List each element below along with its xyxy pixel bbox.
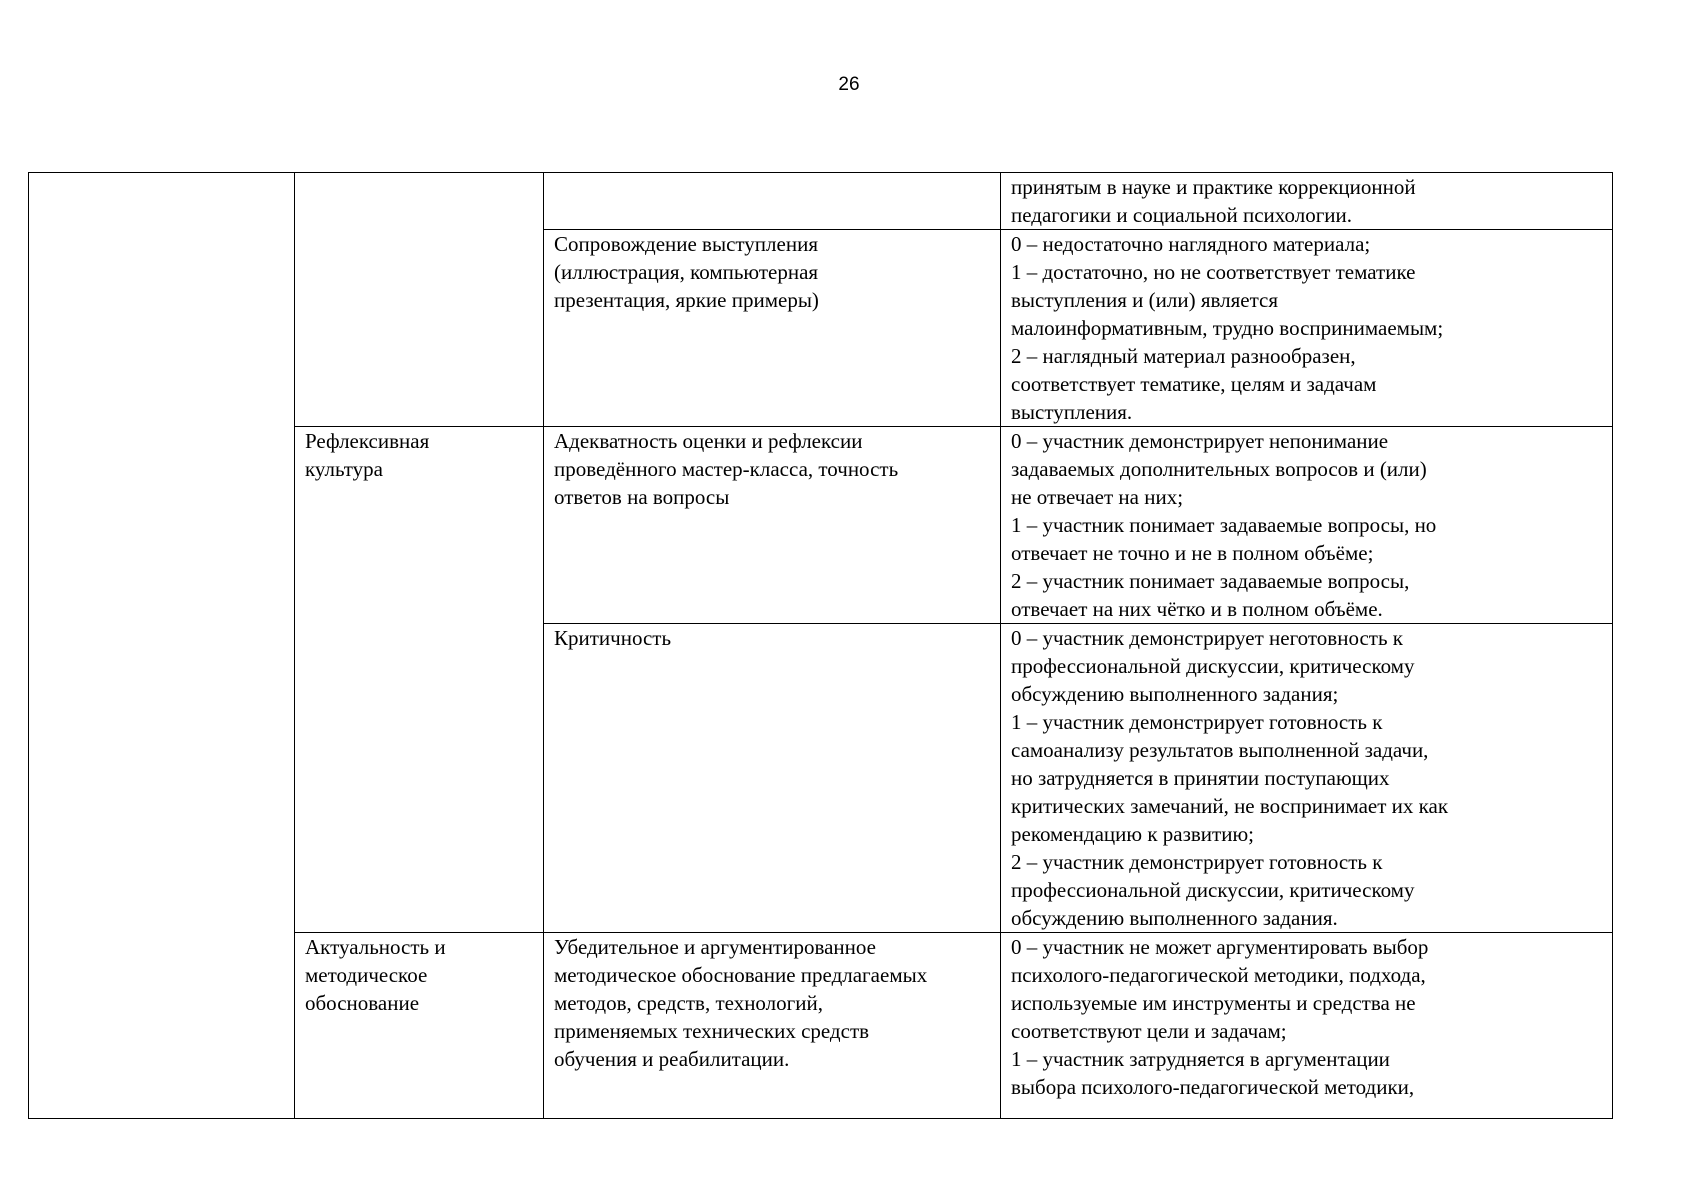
criterion-cell bbox=[544, 427, 1001, 624]
score-line: задаваемых дополнительных вопросов и (или) bbox=[1011, 457, 1427, 481]
aspect-cell bbox=[295, 173, 544, 427]
score-line: 2 – наглядный материал разнообразен, bbox=[1011, 344, 1356, 368]
score-cell bbox=[1001, 624, 1613, 933]
score-line: 0 – участник демонстрирует непонимание bbox=[1011, 429, 1389, 453]
score-cell bbox=[1001, 427, 1613, 624]
score-cell bbox=[1001, 933, 1613, 1119]
score-line: используемые им инструменты и средства не bbox=[1011, 991, 1416, 1015]
criterion-cell bbox=[544, 933, 1001, 1119]
score-line: 1 – участник понимает задаваемые вопросы, но bbox=[1011, 513, 1437, 537]
score-line: педагогики и социальной психологии. bbox=[1011, 203, 1353, 227]
criterion-line: (иллюстрация, компьютерная bbox=[554, 260, 819, 284]
score-line: 0 – участник демонстрирует неготовность к bbox=[1011, 626, 1404, 650]
score-line: 0 – недостаточно наглядного материала; bbox=[1011, 232, 1371, 256]
criterion-line: методическое обоснование предлагаемых bbox=[554, 963, 928, 987]
score-line: не отвечает на них; bbox=[1011, 485, 1184, 509]
score-line: 2 – участник понимает задаваемые вопросы, bbox=[1011, 569, 1410, 593]
aspect-cell bbox=[295, 933, 544, 1119]
criterion-line: Критичность bbox=[554, 626, 672, 650]
criterion-cell bbox=[544, 173, 1001, 230]
score-line: 1 – достаточно, но не соответствует тематике bbox=[1011, 260, 1416, 284]
score-line: отвечает на них чётко и в полном объёме. bbox=[1011, 597, 1383, 621]
score-line: психолого-педагогической методики, подхода, bbox=[1011, 963, 1426, 987]
score-line: 2 – участник демонстрирует готовность к bbox=[1011, 850, 1383, 874]
score-line: критических замечаний, не воспринимает их как bbox=[1011, 794, 1449, 818]
score-cell bbox=[1001, 173, 1613, 230]
page-number: 26 bbox=[838, 74, 860, 95]
criterion-cell bbox=[544, 230, 1001, 427]
criterion-line: презентация, яркие примеры) bbox=[554, 288, 819, 312]
criterion-line: ответов на вопросы bbox=[554, 485, 730, 509]
score-line: 1 – участник демонстрирует готовность к bbox=[1011, 710, 1383, 734]
score-line: обсуждению выполненного задания; bbox=[1011, 682, 1339, 706]
score-line: соответствует тематике, целям и задачам bbox=[1011, 372, 1377, 396]
competency-cell bbox=[29, 173, 295, 1119]
score-line: выступления. bbox=[1011, 400, 1133, 424]
score-line: 0 – участник не может аргументировать выбор bbox=[1011, 935, 1429, 959]
score-line: выступления и (или) является bbox=[1011, 288, 1279, 312]
score-line: соответствуют цели и задачам; bbox=[1011, 1019, 1287, 1043]
score-line: принятым в науке и практике коррекционной bbox=[1011, 175, 1416, 199]
aspect-line: Рефлексивная bbox=[305, 429, 430, 453]
score-line: отвечает не точно и не в полном объёме; bbox=[1011, 541, 1374, 565]
score-line: профессиональной дискуссии, критическому bbox=[1011, 654, 1415, 678]
score-line: малоинформативным, трудно воспринимаемым; bbox=[1011, 316, 1444, 340]
score-line: выбора психолого-педагогической методики, bbox=[1011, 1075, 1415, 1099]
aspect-line: Актуальность и bbox=[305, 935, 446, 959]
criterion-line: обучения и реабилитации. bbox=[554, 1047, 790, 1071]
score-line: обсуждению выполненного задания. bbox=[1011, 906, 1338, 930]
criterion-line: Убедительное и аргументированное bbox=[554, 935, 876, 959]
score-cell bbox=[1001, 230, 1613, 427]
table-row bbox=[29, 173, 1613, 230]
score-line: 1 – участник затрудняется в аргументации bbox=[1011, 1047, 1390, 1071]
score-line: рекомендацию к развитию; bbox=[1011, 822, 1254, 846]
aspect-line: культура bbox=[305, 457, 383, 481]
score-line: профессиональной дискуссии, критическому bbox=[1011, 878, 1415, 902]
criteria-table bbox=[28, 172, 1613, 1119]
criterion-line: Сопровождение выступления bbox=[554, 232, 818, 256]
aspect-line: методическое bbox=[305, 963, 428, 987]
criterion-line: проведённого мастер-класса, точность bbox=[554, 457, 899, 481]
criterion-line: применяемых технических средств bbox=[554, 1019, 870, 1043]
score-line: самоанализу результатов выполненной задачи, bbox=[1011, 738, 1429, 762]
aspect-cell bbox=[295, 427, 544, 933]
criterion-line: методов, средств, технологий, bbox=[554, 991, 823, 1015]
aspect-line: обоснование bbox=[305, 991, 420, 1015]
criterion-line: Адекватность оценки и рефлексии bbox=[554, 429, 863, 453]
criterion-cell bbox=[544, 624, 1001, 933]
score-line: но затрудняется в принятии поступающих bbox=[1011, 766, 1390, 790]
